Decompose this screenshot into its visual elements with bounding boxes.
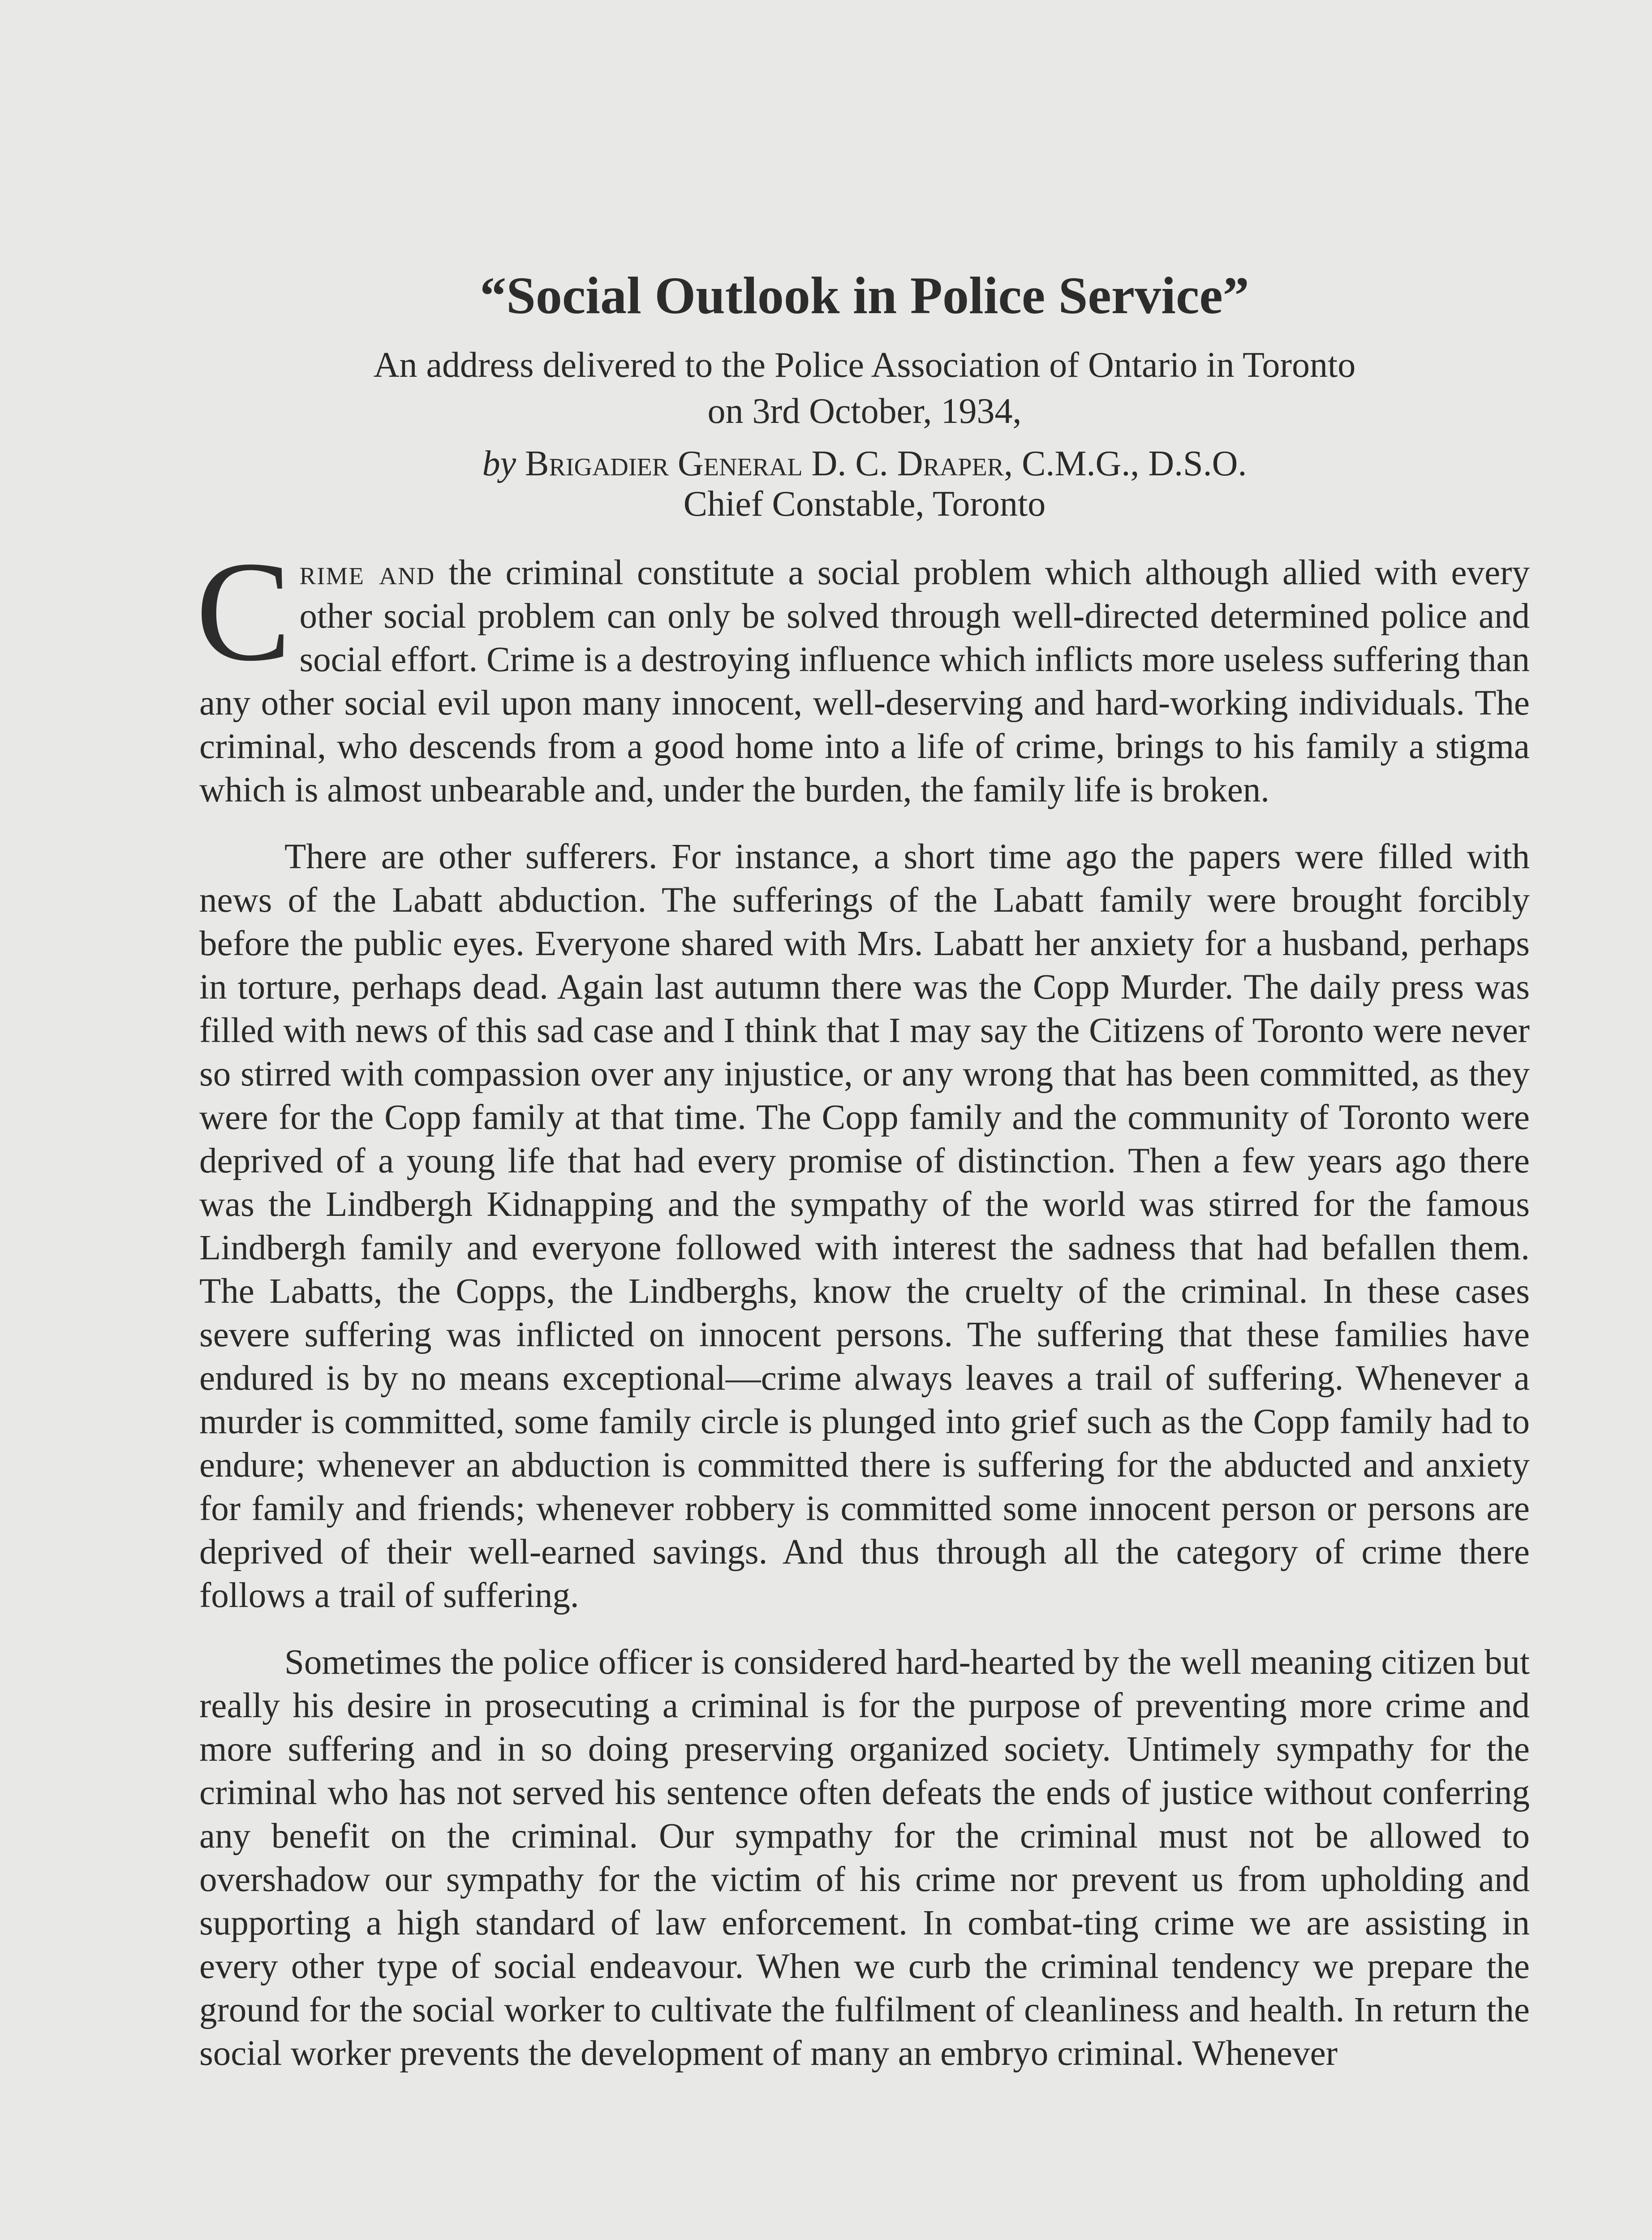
document-page (196, 0, 1530, 2240)
article-body (196, 532, 1530, 2098)
author-name: Brigadier General D. C. Draper, C.M.G., D.S.O. (525, 444, 1247, 483)
by-prefix: by (482, 444, 516, 483)
paragraph-1 (196, 532, 1530, 812)
paragraph-2: There are other sufferers. For instance, a short time ago the papers were filled with news of the Labatt abduction. The sufferings of the Labatt family were brought forcibly before the public eyes. Everyone shared with Mrs. Labatt her anxiety for a husband, perhaps in torture, perhaps dead. Again last autumn there was the Copp Murder. The daily press was filled with news of this sad case and I think that I may say the Citizens of Toronto were never so stirred with compassion over any injustice, or any wrong that has been committed, as they were for the Copp family at that time. The Copp family and the community of Toronto were deprived of a young life that had every promise of distinction. Then a few years ago there was the Lindbergh Kidnapping and the sympathy of the world was stirred for the famous Lindbergh family and everyone followed with interest the sadness that had befallen them. The Labatts, the Copps, the Lindberghs, know the cruelty of the criminal. In these cases severe suffering was inflicted on innocent persons. The suffering that these families have endured is by no means exceptional—crime always leaves a trail of suffering. Whenever a murder is committed, some family circle is plunged into grief such as the Copp family had to endure; whenever an abduction is committed there is suffering for the abducted and anxiety for family and friends; whenever robbery is committed some innocent person or persons are deprived of their well-earned savings. And thus through all the category of crime there follows a trail of suffering. (199, 837, 1530, 1615)
article-title: “Social Outlook in Police Service” (480, 266, 1249, 325)
address-description-line-1: An address delivered to the Police Association of Ontario in Toronto (373, 345, 1356, 385)
author-line (199, 441, 1530, 486)
lead-words: rime and (299, 553, 435, 592)
drop-cap: C (196, 532, 292, 691)
paragraph-1-text: the criminal constitute a social problem which although allied with every other social problem can only be solved through well-directed determined police and social effort. Crime is a destroying influence which inflicts more useless suffering than any other social evil upon many innocent, well-deserving and hard-working individuals. The criminal, who descends from a good home into a life of crime, brings to his family a stigma which is almost unbearable and, under the burden, the family life is broken. (199, 553, 1530, 810)
author-role: Chief Constable, Toronto (683, 484, 1046, 524)
address-description-line-2: on 3rd October, 1934, (707, 392, 1022, 431)
paragraph-3: Sometimes the police officer is considered hard-hearted by the well meaning citizen but really his desire in prosecuting a criminal is for the purpose of preventing more crime and more suffering and in so doing preserving organized society. Untimely sympathy for the criminal who has not served his sentence often defeats the ends of justice without conferring any benefit on the criminal. Our sympathy for the criminal must not be allowed to overshadow our sympathy for the victim of his crime nor prevent us from upholding and supporting a high standard of law enforcement. In combat-ting crime we are assisting in every other type of social endeavour. When we curb the criminal tendency we prepare the ground for the social worker to cultivate the fulfilment of cleanliness and health. In return the social worker prevents the development of many an embryo criminal. Whenever (199, 1643, 1530, 2073)
